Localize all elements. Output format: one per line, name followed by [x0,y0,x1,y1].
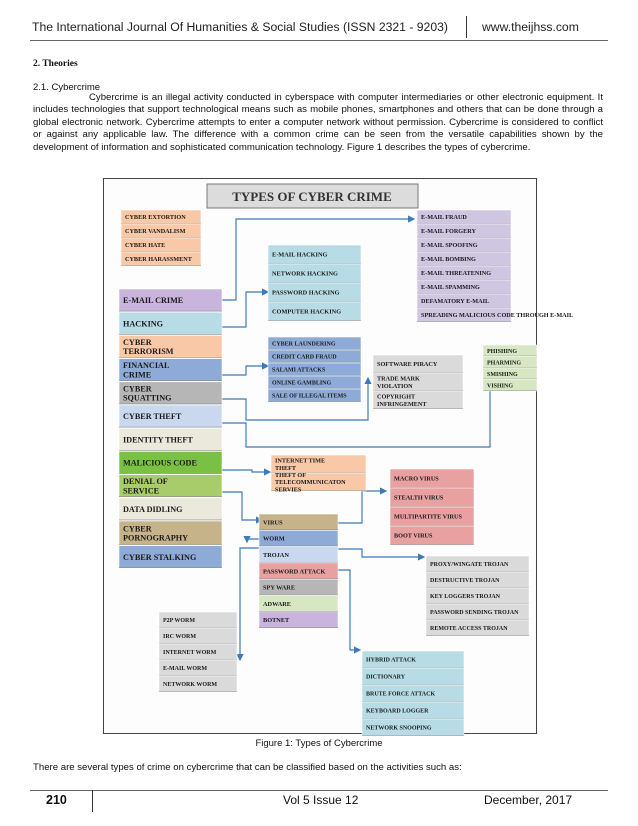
publication-date: December, 2017 [484,793,573,807]
diagram-box-e-mail-worm [159,660,237,676]
diagram-box-proxy-wingate-trojan [426,556,529,572]
diagram-box-label: COMPUTER HACKING [272,308,342,316]
diagram-box-internet-time-theft [271,455,366,473]
diagram-box-label: E-MAIL WORM [163,666,208,673]
diagram-box-label: CYBER HATE [125,242,166,250]
diagram-box-label: SPY WARE [263,584,296,592]
diagram-box-cyber-vandalism [121,224,201,238]
diagram-box-adware [259,596,338,612]
diagram-box-label: BOOT VIRUS [394,532,433,540]
diagram-box-label: E-MAIL FORGERY [421,228,476,236]
diagram-box-dictionary [362,668,464,685]
diagram-box-spreading-malicious-code-through-e-mail [417,308,573,322]
diagram-box-label: IDENTITY THEFT [123,435,193,445]
subsection-title: 2.1. Cybercrime [33,82,101,93]
diagram-box-label: DESTRUCTIVE TROJAN [430,578,500,585]
diagram-connector [338,491,386,523]
diagram-box-data-didling [119,498,222,521]
diagram-box-label: E-MAIL FRAUD [421,214,467,222]
diagram-box-label: HACKING [123,319,164,329]
diagram-box-sale-of-illegal-items [268,389,361,402]
diagram-box-e-mail-fraud [417,210,511,224]
diagram-box-stealth-virus [390,488,474,507]
diagram-box-label: E-MAIL CRIME [123,296,184,306]
diagram-box-label: HYBRID ATTACK [366,657,416,664]
diagram-box-cyber-squatting [119,382,222,405]
diagram-box-label: PASSWORD HACKING [272,289,340,297]
diagram-box-label: MULTIPARTITE VIRUS [394,513,462,521]
diagram-box-e-mail-hacking [268,245,361,264]
diagram-connector [338,549,424,557]
diagram-box-label: E-MAIL BOMBING [421,256,476,264]
diagram-box-label: VIOLATION [377,382,413,390]
diagram-box-cyber-extortion [121,210,201,224]
diagram-box-network-hacking [268,264,361,283]
diagram-box-label: NETWORK WORM [163,682,218,689]
diagram-box-label: THEFT OF [275,471,307,479]
diagram-box-financial-crime [119,359,222,382]
diagram-box-e-mail-threatening [417,266,511,280]
footer-divider [92,790,93,812]
diagram-box-label: BOTNET [263,617,290,625]
diagram-box-destructive-trojan [426,572,529,588]
diagram-box-trade-mark-violation [373,373,463,391]
diagram-box-label: IRC WORM [163,634,197,641]
diagram-box-label: CYBER VANDALISM [125,228,186,236]
diagram-box-cyber-stalking [119,546,222,569]
diagram-box-e-mail-crime [119,289,222,312]
diagram-box-trojan [259,547,338,563]
diagram-box-label: TROJAN [263,551,289,559]
diagram-box-label: PASSWORD SENDING TROJAN [430,610,519,617]
diagram-box-e-mail-spamming [417,280,511,294]
diagram-box-label: INTERNET WORM [163,650,217,657]
diagram-box-label: PASSWORD ATTACK [263,568,326,576]
section-title: 2. Theories [33,59,78,69]
diagram-box-denial-of-service [119,475,222,498]
diagram-box-label: P2P WORM [163,618,196,625]
diagram-box-internet-worm [159,644,237,660]
diagram-box-cyber-laundering [268,337,361,350]
diagram-box-label: CREDIT CARD FRAUD [272,354,337,361]
diagram-box-label: NETWORK SNOOPING [366,725,432,732]
diagram-box-label: THEFT [275,464,296,472]
diagram-box-label: INFRINGEMENT [377,400,427,408]
diagram-box-cyber-terrorism [119,335,222,358]
diagram-box-password-sending-trojan [426,604,529,620]
diagram-box-label: STEALTH VIRUS [394,494,444,502]
diagram-box-virus [259,514,338,530]
diagram-box-label: E-MAIL THREATENING [421,270,492,278]
diagram-box-theft-of-telecommunicaton-servies [271,472,366,493]
diagram-box-spy-ware [259,579,338,595]
diagram-box-phishing [483,345,537,357]
diagram-box-label: CYBER [123,384,152,394]
diagram-box-label: INTERNET TIME [275,457,326,465]
diagram-connector [222,292,268,327]
closing-text: There are several types of crime on cybercrime that can be classified based on the activities such as: [33,762,462,773]
diagram-box-key-loggers-trojan [426,588,529,604]
diagram-box-botnet [259,612,338,628]
diagram-box-label: DICTIONARY [366,674,406,681]
diagram-box-label: SERVIES [275,486,302,494]
diagram-box-label: SQUATTING [123,393,172,403]
diagram-box-label: CYBER [123,524,152,534]
diagram-box-computer-hacking [268,302,361,321]
diagram-box-label: CYBER LAUNDERING [272,341,336,348]
diagram-box-label: E-MAIL HACKING [272,251,328,259]
diagram-box-network-worm [159,676,237,692]
diagram-box-label: SALE OF ILLEGAL ITEMS [272,393,347,400]
diagram-box-label: SALAMI ATTACKS [272,367,326,374]
diagram-box-keyboard-logger [362,702,464,719]
diagram-box-label: ONLINE GAMBLING [272,380,332,387]
diagram-box-online-gambling [268,376,361,389]
page-number: 210 [46,793,67,807]
diagram-box-label: CRIME [123,370,152,380]
diagram-box-label: KEY LOGGERS TROJAN [430,594,501,601]
diagram-box-label: REMOTE ACCESS TROJAN [430,626,508,633]
diagram-box-label: MACRO VIRUS [394,475,439,483]
svg-text:TYPES OF CYBER CRIME: TYPES OF CYBER CRIME [232,189,392,204]
diagram-connector [222,366,268,375]
diagram-box-label: TRADE MARK [377,375,420,383]
diagram-box-label: DENIAL OF [123,477,168,487]
diagram-box-hybrid-attack [362,651,464,668]
diagram-box-label: BRUTE FORCE ATTACK [366,691,436,698]
diagram-box-label: TELECOMMUNICATON [275,479,346,487]
diagram-box-label: COPYRIGHT [377,393,416,401]
diagram-box-hacking [119,312,222,335]
diagram-box-label: PROXY/WINGATE TROJAN [430,562,509,569]
diagram-connector [222,492,262,520]
diagram-box-label: VISHING [487,383,514,390]
diagram-box-salami-attacks [268,363,361,376]
diagram-box-label: MALICIOUS CODE [123,458,197,468]
diagram-box-cyber-pornography [119,521,222,545]
diagram-box-label: KEYBOARD LOGGER [366,708,429,715]
journal-header: The International Journal Of Humanities & Social Studies (ISSN 2321 - 9203) [32,20,448,34]
diagram-box-cyber-harassment [121,252,201,266]
diagram-box-network-snooping [362,719,464,736]
diagram-box-remote-access-trojan [426,620,529,636]
diagram-box-label: PHISHING [487,348,518,355]
diagram-box-p2p-worm [159,612,237,628]
diagram-box-label: ADWARE [263,600,291,608]
journal-url: www.theijhss.com [482,20,579,34]
diagram-box-password-hacking [268,283,361,302]
diagram-box-label: CYBER THEFT [123,412,182,422]
diagram-box-irc-worm [159,628,237,644]
diagram-box-label: PHARMING [487,360,521,367]
diagram-box-label: CYBER STALKING [123,552,197,562]
diagram-box-label: DATA DIDLING [123,504,183,514]
body-paragraph: Cybercrime is an illegal activity conducted in cyberspace with computer intermediaries or other electronic equipment. It includes technologies that support technological means such as mobile phones, smartphones and others that can be done through a global electronic network. Cybercrime attempts to enter a computer network without permission. Cybercrime is considered to conflict or against any applicable law. The difference with a common crime can be seen from the versatile capabilities shown by the development of information and sophisticated communication technology. Figure 1 describes the types of cybercrime. [33,92,603,153]
diagram-box-macro-virus [390,469,474,488]
diagram-box-label: SOFTWARE PIRACY [377,361,438,369]
diagram-box-defamatory-e-mail [417,294,511,308]
diagram-box-copyright-infringement [373,391,463,409]
diagram-box-label: FINANCIAL [123,361,170,371]
diagram-box-brute-force-attack [362,685,464,702]
diagram-box-multipartite-virus [390,507,474,526]
diagram-box-password-attack [259,563,338,579]
diagram-title [207,184,418,208]
diagram-box-label: SPREADING MALICIOUS CODE THROUGH E-MAIL [421,312,574,320]
figure-caption: Figure 1: Types of Cybercrime [255,738,383,749]
diagram-box-identity-theft [119,428,222,451]
diagram-box-label: PORNOGRAPHY [123,533,189,543]
diagram-box-cyber-theft [119,405,222,428]
diagram-box-vishing [483,380,537,392]
diagram-box-label: CYBER HARASSMENT [125,256,192,264]
diagram-box-label: SERVICE [123,486,160,496]
diagram-box-malicious-code [119,451,222,474]
diagram-box-pharming [483,357,537,369]
diagram-connector [222,470,270,472]
diagram-box-label: VIRUS [263,519,283,527]
diagram-box-label: CYBER EXTORTION [125,214,186,222]
diagram-box-e-mail-forgery [417,224,511,238]
diagram-box-label: NETWORK HACKING [272,270,338,278]
footer-rule [30,790,608,791]
diagram-box-e-mail-spoofing [417,238,511,252]
diagram-box-boot-virus [390,526,474,545]
volume-issue: Vol 5 Issue 12 [283,793,359,807]
diagram-box-worm [259,530,338,546]
diagram-connector [338,570,360,650]
diagram-box-e-mail-bombing [417,252,511,266]
diagram-box-credit-card-fraud [268,350,361,363]
diagram-box-label: E-MAIL SPOOFING [421,242,478,250]
diagram-box-label: WORM [263,535,285,543]
diagram-box-smishing [483,368,537,380]
diagram-box-cyber-hate [121,238,201,252]
diagram-box-label: CYBER [123,337,152,347]
diagram-box-label: E-MAIL SPAMMING [421,284,480,292]
diagram-box-label: DEFAMATORY E-MAIL [421,298,490,306]
diagram-box-label: SMISHING [487,371,518,378]
diagram-box-label: TERRORISM [123,347,174,357]
diagram-box-software-piracy [373,355,463,373]
